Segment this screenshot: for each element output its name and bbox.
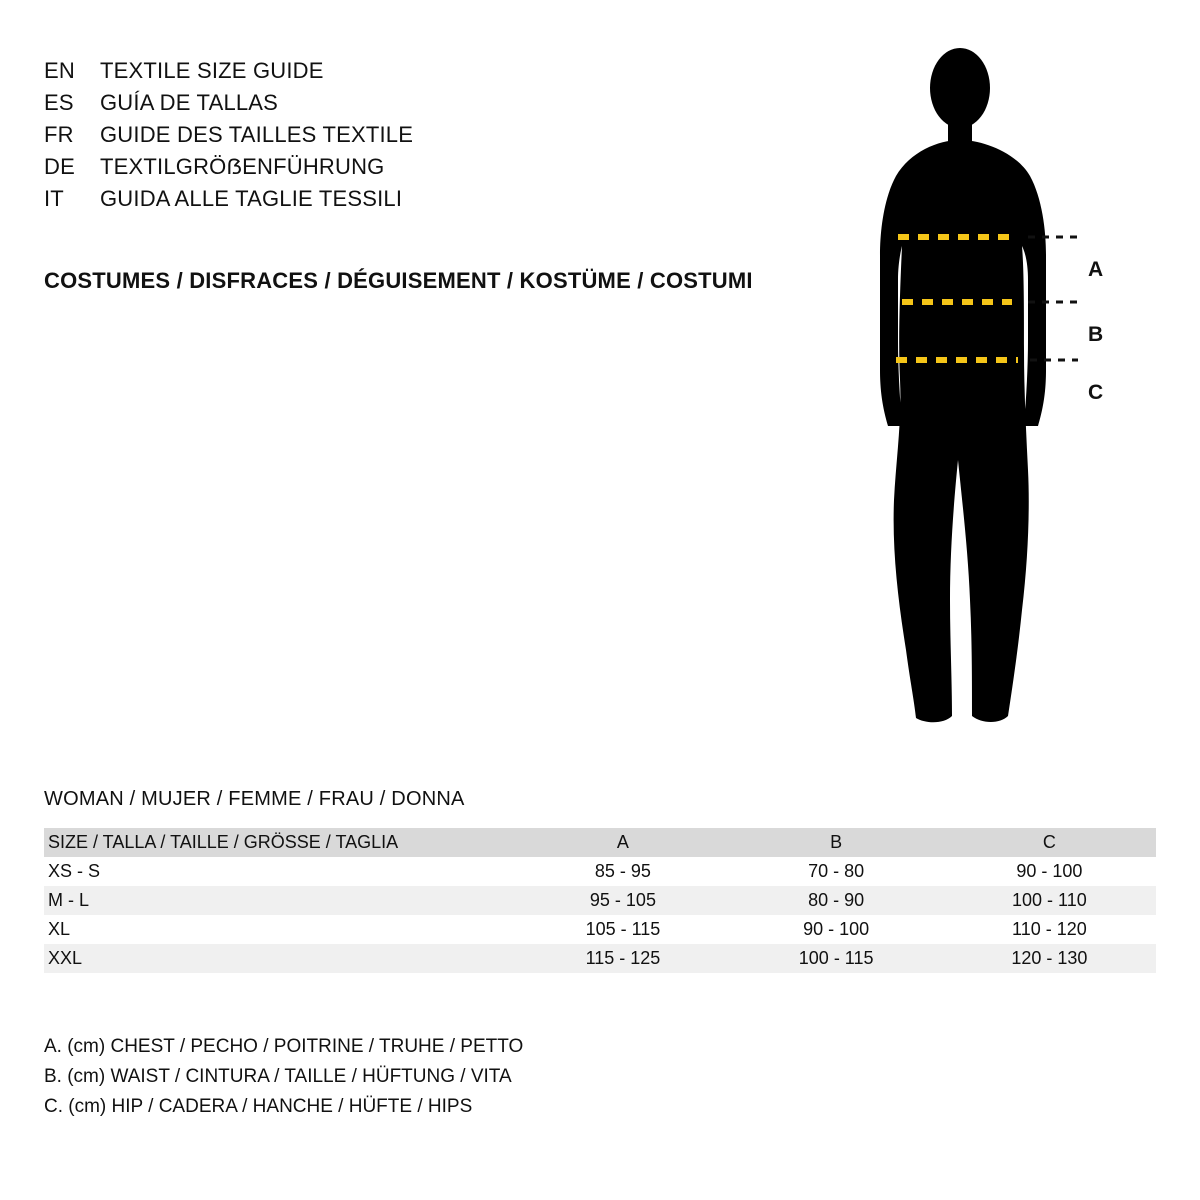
language-row-en <box>44 58 844 90</box>
language-code-fr: FR <box>44 122 74 147</box>
footnote-b: B. (cm) WAIST / CINTURA / TAILLE / HÜFTUNG / VITA <box>44 1066 512 1087</box>
footnote-a: A. (cm) CHEST / PECHO / POITRINE / TRUHE / PETTO <box>44 1036 524 1057</box>
table-row <box>44 857 1156 886</box>
cell-b: 90 - 100 <box>803 919 870 939</box>
language-row-de <box>44 154 844 186</box>
language-text-de: TEXTILGRÖẞENFÜHRUNG <box>100 154 385 179</box>
language-row-fr <box>44 122 844 154</box>
costumes-heading: COSTUMES / DISFRACES / DÉGUISEMENT / KOSTÜME / COSTUMI <box>44 268 753 293</box>
cell-size: M - L <box>48 890 90 910</box>
cell-c: 110 - 120 <box>1012 919 1087 939</box>
language-row-es <box>44 90 844 122</box>
cell-a: 85 - 95 <box>594 861 651 881</box>
language-text-fr: GUIDE DES TAILLES TEXTILE <box>100 122 414 147</box>
cell-size: XS - S <box>48 861 101 881</box>
cell-size: XL <box>48 919 71 939</box>
size-table <box>44 828 1156 973</box>
table-section-title: WOMAN / MUJER / FEMME / FRAU / DONNA <box>44 788 465 810</box>
language-code-de: DE <box>44 154 75 179</box>
column-header-b: B <box>830 832 843 852</box>
column-header-a: A <box>616 832 629 852</box>
measure-label-c: C <box>1088 381 1104 404</box>
cell-b: 80 - 90 <box>808 890 865 910</box>
size-table-header <box>44 828 1156 857</box>
language-code-it: IT <box>44 186 64 211</box>
measure-label-a: A <box>1088 258 1104 281</box>
language-code-es: ES <box>44 90 74 115</box>
language-list <box>44 58 844 218</box>
language-text-it: GUIDA ALLE TAGLIE TESSILI <box>100 186 403 211</box>
cell-b: 70 - 80 <box>808 861 865 881</box>
footnote-list <box>44 1032 523 1122</box>
female-silhouette-icon <box>840 40 1170 740</box>
cell-size: XXL <box>48 948 83 968</box>
table-row <box>44 944 1156 973</box>
measure-label-b: B <box>1088 323 1104 346</box>
language-text-es: GUÍA DE TALLAS <box>100 90 279 115</box>
column-header-size: SIZE / TALLA / TAILLE / GRÖSSE / TAGLIA <box>48 832 399 852</box>
cell-c: 90 - 100 <box>1016 861 1083 881</box>
cell-a: 95 - 105 <box>589 890 656 910</box>
cell-a: 105 - 115 <box>585 919 661 939</box>
table-header-row <box>44 828 1156 857</box>
table-row <box>44 886 1156 915</box>
size-table-body <box>44 857 1156 973</box>
language-text-en: TEXTILE SIZE GUIDE <box>100 58 324 83</box>
cell-c: 120 - 130 <box>1011 948 1088 968</box>
cell-a: 115 - 125 <box>585 948 661 968</box>
table-row <box>44 915 1156 944</box>
footnote-c: C. (cm) HIP / CADERA / HANCHE / HÜFTE / HIPS <box>44 1096 473 1117</box>
language-row-it <box>44 186 844 218</box>
measurement-figure <box>840 40 1170 740</box>
column-header-c: C <box>1042 832 1056 852</box>
cell-b: 100 - 115 <box>798 948 874 968</box>
language-code-en: EN <box>44 58 75 83</box>
cell-c: 100 - 110 <box>1012 890 1087 910</box>
